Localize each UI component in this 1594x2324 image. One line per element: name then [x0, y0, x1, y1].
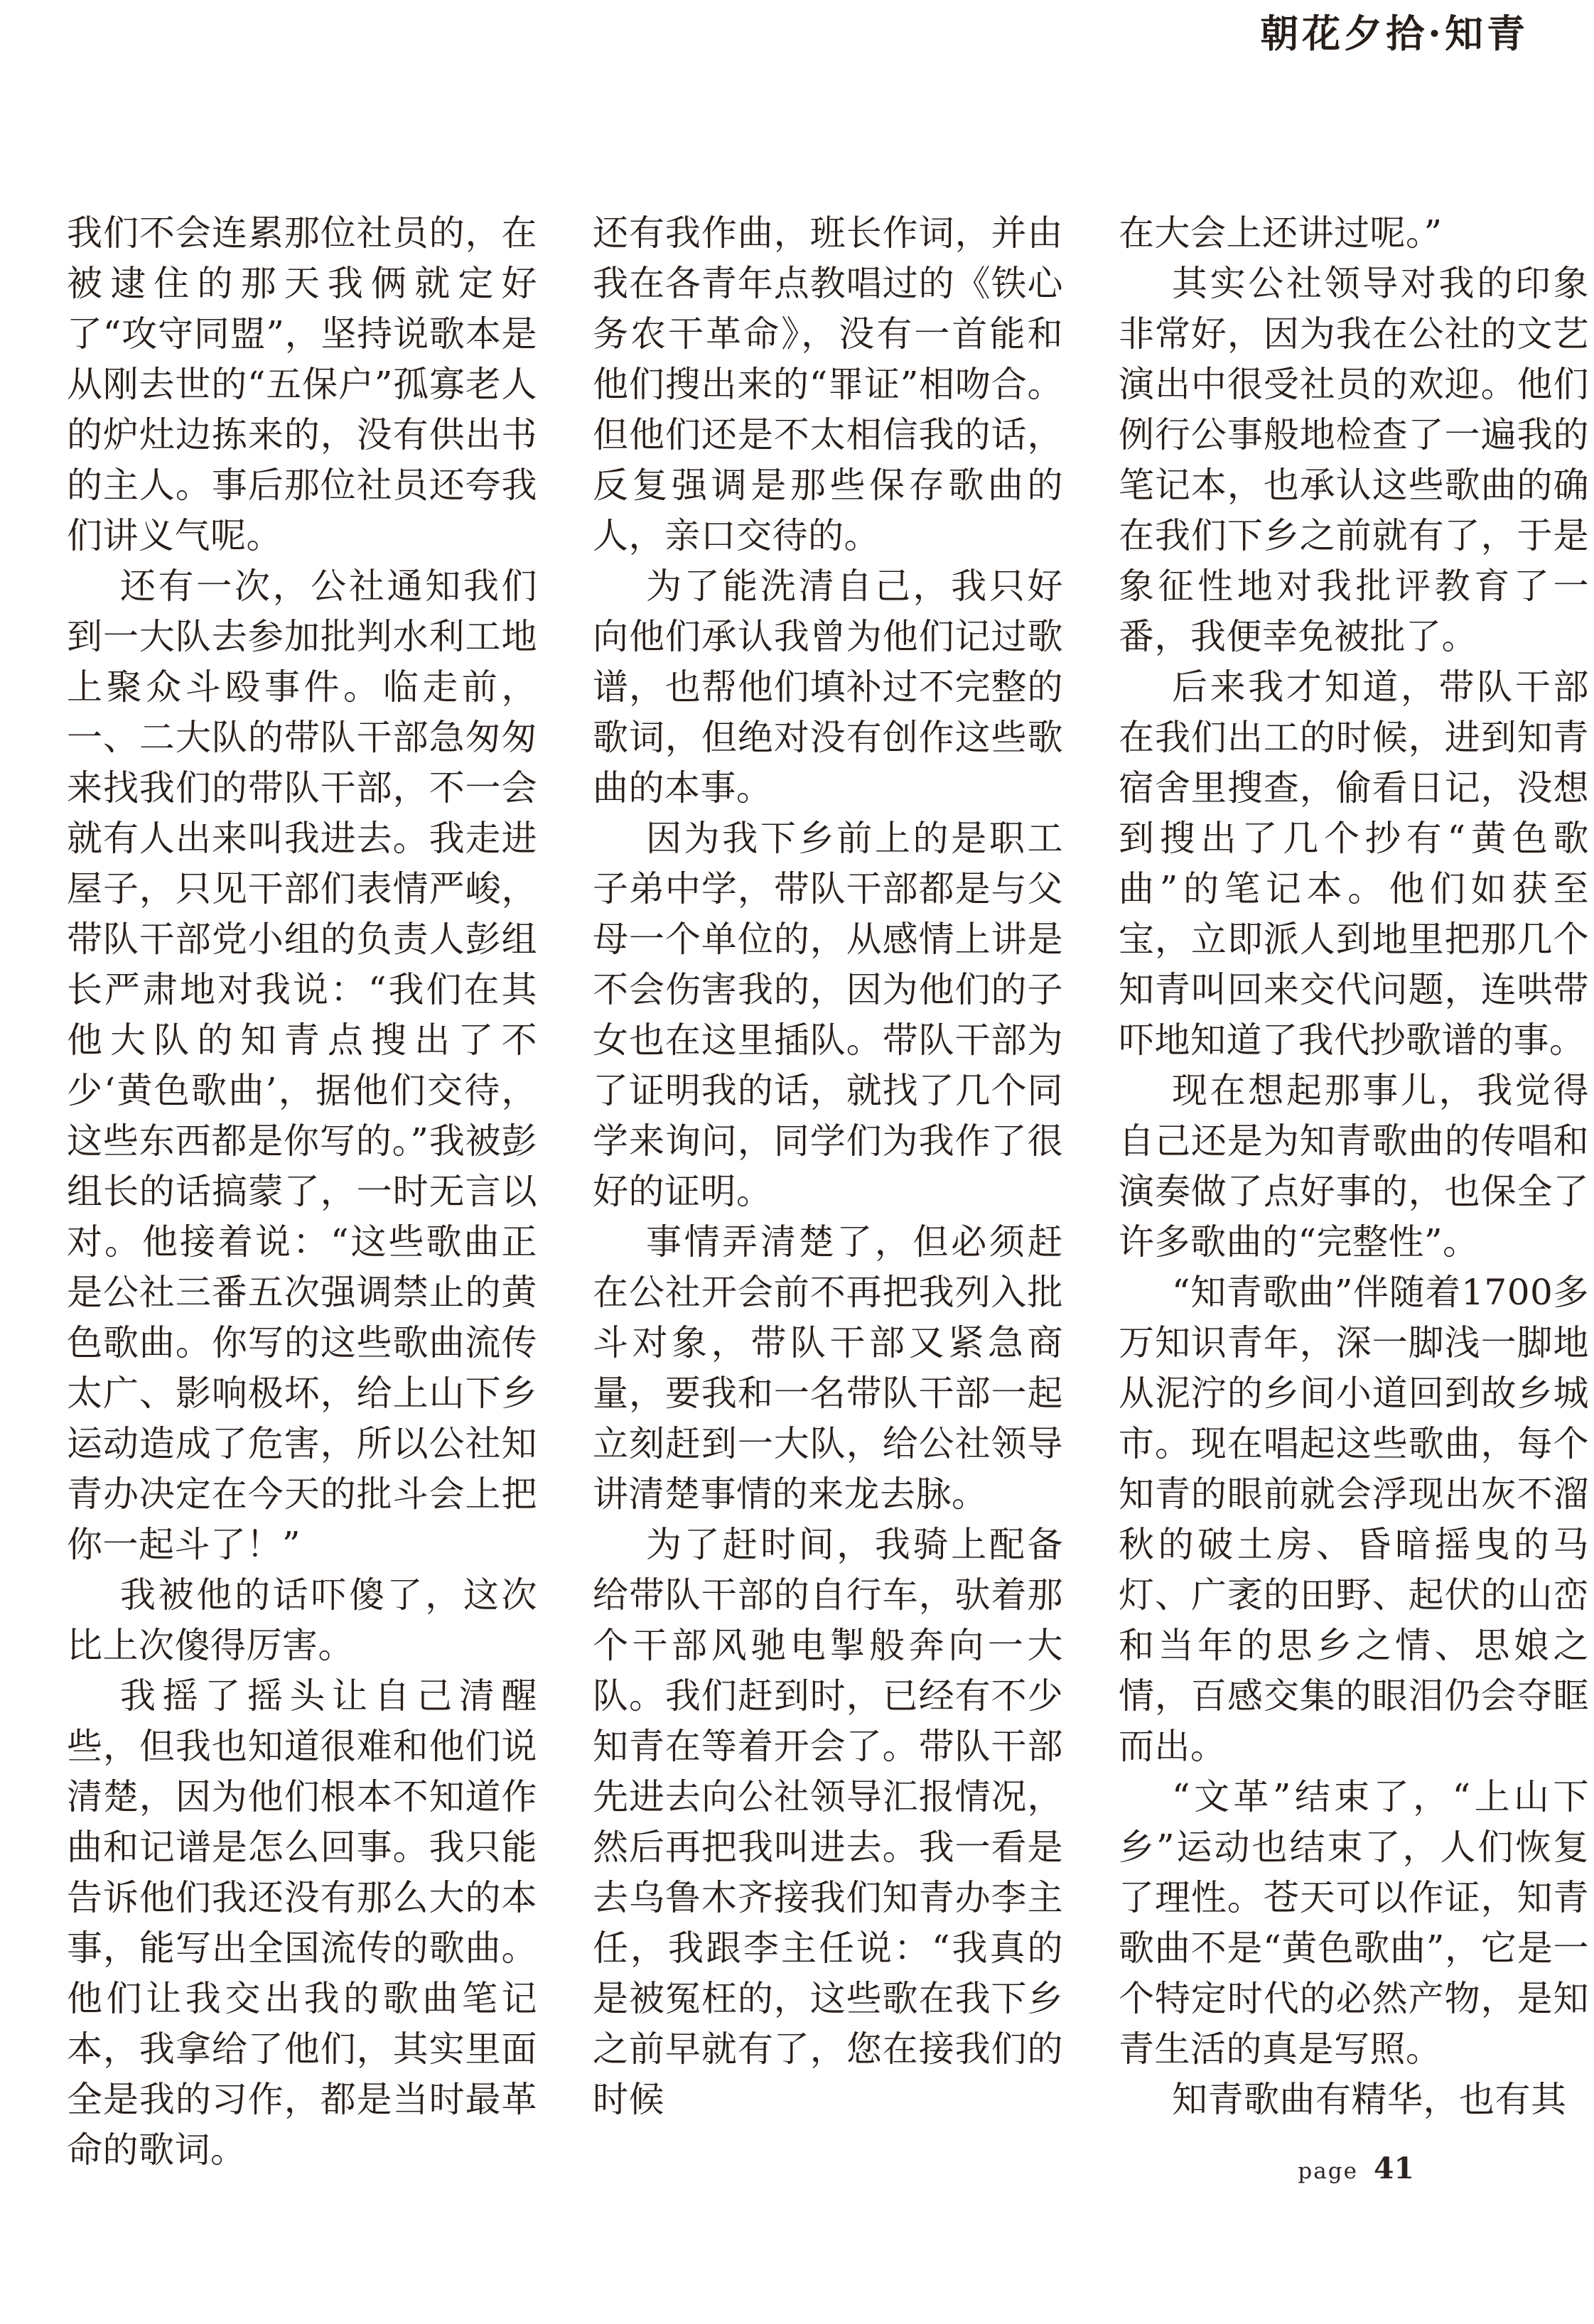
paragraph: 知青歌曲有精华，也有其 — [1172, 2079, 1567, 2120]
paragraph: 我摇了摇头让自己清醒些，但我也知道很难和他们说清楚，因为他们根本不知道作曲和记谱是怎么回事。我只能告诉他们我还没有那么大的本事，能写出全国流传的歌曲。他们让我交出我的歌曲笔记本，我拿给了他们，其实里面全是我的习作，都是当时最革命的歌词。 — [67, 1675, 537, 2171]
page-header — [1260, 10, 1529, 58]
paragraph: 还有一次，公社通知我们到一大队去参加批判水利工地上聚众斗殴事件。临走前，一、二大队的带队干部急匆匆来找我们的带队干部，不一会就有人出来叫我进去。我走进屋子，只见干部们表情严峻，带队干部党小组的负责人彭组长严肃地对我说：“我们在其他大队的知青点搜出了不少‘黄色歌曲’，据他们交待，这些东西都是你写的。”我被彭组长的话搞蒙了，一时无言以对。他接着说：“这些歌曲正是公社三番五次强调禁止的黄色歌曲。你写的这些歌曲流传太广、影响极坏，给上山下乡运动造成了危害，所以公社知青办决定在今天的批斗会上把你一起斗了！” — [67, 566, 537, 1565]
text-column-1 — [67, 208, 537, 2176]
paragraph: 为了能洗清自己，我只好向他们承认我曾为他们记过歌谱，也帮他们填补过不完整的歌词，但绝对没有创作这些歌曲的本事。 — [593, 566, 1063, 809]
paragraph: 后来我才知道，带队干部在我们出工的时候，进到知青宿舍里搜查，偷看日记，没想到搜出了几个抄有“黄色歌曲”的笔记本。他们如获至宝，立即派人到地里把那几个知青叫回来交代问题，连哄带吓地知道了我代抄歌谱的事。 — [1119, 666, 1589, 1061]
paragraph: 我们不会连累那位社员的，在被逮住的那天我俩就定好了“攻守同盟”，坚持说歌本是从刚去世的“五保户”孤寡老人的炉灶边拣来的，没有供出书的主人。事后那位社员还夸我们讲义气呢。 — [67, 212, 537, 556]
paragraph: 为了赶时间，我骑上配备给带队干部的自行车，驮着那个干部风驰电掣般奔向一大队。我们赶到时，已经有不少知青在等着开会了。带队干部先进去向公社领导汇报情况，然后再把我叫进去。我一看是去乌鲁木齐接我们知青办李主任，我跟李主任说：“我真的是被冤枉的，这些歌在我下乡之前早就有了，您在接我们的时候 — [593, 1524, 1063, 2120]
page-label: page — [1298, 2158, 1358, 2184]
paragraph: 还有我作曲，班长作词，并由我在各青年点教唱过的《铁心务农干革命》，没有一首能和他们搜出来的“罪证”相吻合。但他们还是不太相信我的话，反复强调是那些保存歌曲的人，亲口交待的。 — [593, 212, 1063, 556]
paragraph: 其实公社领导对我的印象非常好，因为我在公社的文艺演出中很受社员的欢迎。他们例行公事般地检查了一遍我的笔记本，也承认这些歌曲的确在我们下乡之前就有了，于是象征性地对我批评教育了一番，我便幸免被批了。 — [1119, 263, 1589, 657]
text-column-3 — [1119, 208, 1589, 2125]
paragraph: 事情弄清楚了，但必须赶在公社开会前不再把我列入批斗对象，带队干部又紧急商量，要我和一名带队干部一起立刻赶到一大队，给公社领导讲清楚事情的来龙去脉。 — [593, 1221, 1063, 1515]
paragraph: “文革”结束了，“上山下乡”运动也结束了，人们恢复了理性。苍天可以作证，知青歌曲不是“黄色歌曲”，它是一个特定时代的必然产物，是知青生活的真是写照。 — [1119, 1776, 1589, 2070]
paragraph: 因为我下乡前上的是职工子弟中学，带队干部都是与父母一个单位的，从感情上讲是不会伤害我的，因为他们的子女也在这里插队。带队干部为了证明我的话，就找了几个同学来询问，同学们为我作了很好的证明。 — [593, 818, 1063, 1212]
section-title: 朝花夕拾·知青 — [1260, 11, 1529, 56]
paragraph: 我被他的话吓傻了，这次比上次傻得厉害。 — [67, 1574, 537, 1666]
paragraph: 在大会上还讲过呢。” — [1119, 212, 1443, 254]
text-column-2 — [593, 208, 1063, 2125]
page-footer — [1298, 2151, 1414, 2185]
paragraph: 现在想起那事儿，我觉得自己还是为知青歌曲的传唱和演奏做了点好事的，也保全了许多歌曲的“完整性”。 — [1119, 1070, 1589, 1263]
paragraph: “知青歌曲”伴随着1700多万知识青年，深一脚浅一脚地从泥泞的乡间小道回到故乡城市。现在唱起这些歌曲，每个知青的眼前就会浮现出灰不溜秋的破土房、昏暗摇曳的马灯、广袤的田野、起伏的山峦和当年的思乡之情、思娘之情，百感交集的眼泪仍会夺眶而出。 — [1119, 1272, 1589, 1767]
page-number: 41 — [1373, 2151, 1414, 2185]
